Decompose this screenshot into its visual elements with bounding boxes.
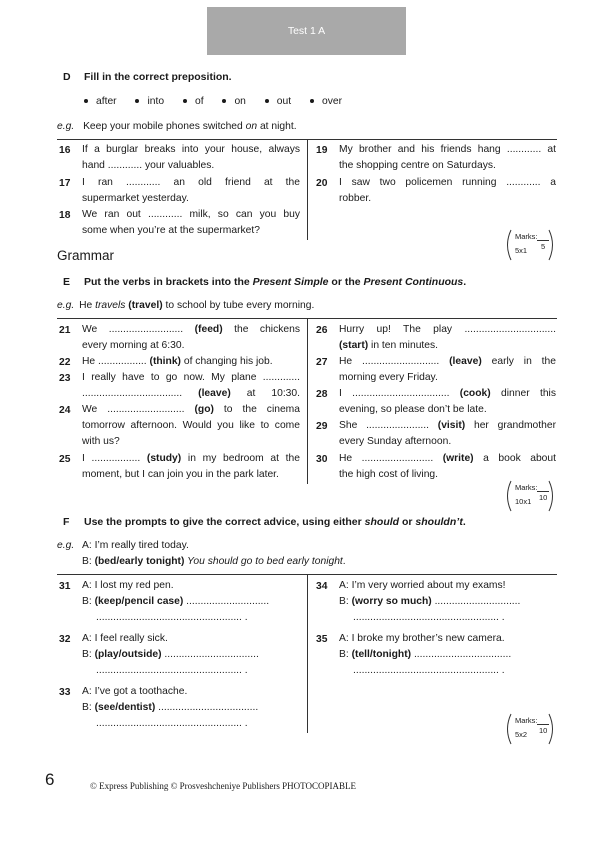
option-item: after [84,96,125,107]
preposition-options [84,96,358,107]
item-number: 33 [59,687,71,698]
question-28: I .................................. (cook) dinner this evening, so please don’t be late. [339,388,556,415]
section-d-example: e.g. Keep your mobile phones switched on at night. [57,121,297,132]
section-d-instruction: Fill in the correct preposition. [84,71,232,83]
item-number: 34 [316,581,328,592]
copyright-footer: © Express Publishing © Prosveshcheniye Publishers PHOTOCOPIABLE [90,781,357,791]
item-number: 25 [59,454,71,465]
bullet-icon [222,99,226,103]
grammar-heading: Grammar [57,248,114,263]
section-e-instruction: Put the verbs in brackets into the Present Simple or the Present Continuous. [84,276,467,288]
bullet-icon [265,99,269,103]
option-item: into [135,96,172,107]
marks-box: Marks: 10 10x1 [503,480,553,512]
right-paren-icon [547,713,557,745]
item-number: 17 [59,178,71,189]
question-19: My brother and his friends hang ............ at the shopping centre on Saturdays. [339,144,556,171]
column-divider [307,140,308,240]
question-30: He ......................... (write) a book about the high cost of living. [339,453,556,480]
page-number: 6 [45,770,55,789]
item-number: 31 [59,581,71,592]
question-16: If a burglar breaks into your house, always hand ............ your valuables. [82,144,300,171]
test-title: Test 1 A [287,25,326,37]
question-26: Hurry up! The play ................................ (start) in ten minutes. [339,324,556,351]
example-line-a: A: I’m really tired today. [82,540,189,551]
section-f-letter: F [63,516,70,528]
section-f-example: e.g. [57,540,75,551]
item-number: 16 [59,145,71,156]
question-23: I really have to go now. My plane ............. ................................... (leave) at 10:30. [82,372,300,399]
question-29: She ...................... (visit) her grandmother every Sunday afternoon. [339,420,556,447]
item-number: 23 [59,373,71,384]
question-34: A: I’m very worried about my exams! B: (worry so much) .............................. ................................................... . [339,580,521,623]
section-d-letter: D [63,71,71,83]
option-item: over [310,96,350,107]
question-27: He ........................... (leave) early in the morning every Friday. [339,356,556,383]
item-number: 32 [59,634,71,645]
section-e-example: e.g. He travels (travel) to school by tube every morning. [57,300,315,311]
example-line-b: B: (bed/early tonight) You should go to bed early tonight. [82,556,346,567]
item-number: 20 [316,178,328,189]
question-32: A: I feel really sick. B: (play/outside) ................................. ................................................... . [82,633,259,676]
item-number: 22 [59,357,71,368]
item-number: 35 [316,634,328,645]
bullet-icon [310,99,314,103]
item-number: 21 [59,325,71,336]
item-number: 30 [316,454,328,465]
item-number: 29 [316,421,328,432]
question-20: I saw two policemen running ............ a robber. [339,177,556,204]
example-prefix: e.g. [57,121,75,132]
marks-box: Marks: 5 5x1 [503,229,553,261]
item-number: 18 [59,210,71,221]
marks-box: Marks: 10 5x2 [503,713,553,745]
option-item: out [265,96,299,107]
item-number: 28 [316,389,328,400]
left-paren-icon [503,480,513,512]
column-divider [307,575,308,733]
bullet-icon [135,99,139,103]
bullet-icon [183,99,187,103]
question-35: A: I broke my brother’s new camera. B: (tell/tonight) .................................. ................................................... . [339,633,512,676]
right-paren-icon [547,229,557,261]
left-paren-icon [503,713,513,745]
test-title-banner [207,7,406,55]
bullet-icon [84,99,88,103]
section-f-instruction: Use the prompts to give the correct advice, using either should or shouldn’t. [84,516,466,528]
right-paren-icon [547,480,557,512]
question-24: We ........................... (go) to the cinema tomorrow afternoon. Would you like to come with us? [82,404,300,447]
column-divider [307,319,308,484]
option-item: on [222,96,253,107]
question-25: I ................. (study) in my bedroom at the moment, but I can join you in the park later. [82,453,300,480]
left-paren-icon [503,229,513,261]
item-number: 24 [59,405,71,416]
question-33: A: I’ve got a toothache. B: (see/dentist) ................................... ................................................... . [82,686,259,729]
question-21: We .......................... (feed) the chickens every morning at 6:30. [82,324,300,351]
question-17: I ran ............ an old friend at the supermarket yesterday. [82,177,300,204]
question-22: He ................. (think) of changing his job. [82,356,273,367]
option-item: of [183,96,212,107]
item-number: 19 [316,145,328,156]
question-31: A: I lost my red pen. B: (keep/pencil case) ............................. ................................................... . [82,580,270,623]
item-number: 26 [316,325,328,336]
item-number: 27 [316,357,328,368]
section-e-letter: E [63,276,71,288]
question-18: We ran out ............ milk, so can you buy some when you’re at the supermarket? [82,209,300,236]
